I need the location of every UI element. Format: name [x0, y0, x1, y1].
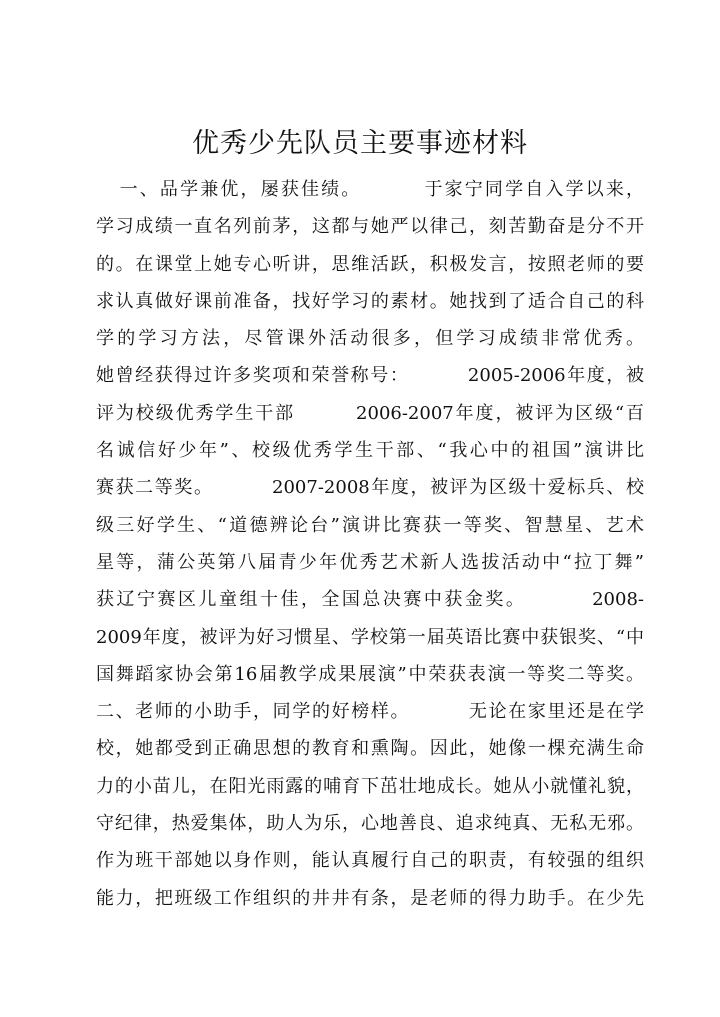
body-line: 评为校级优秀学生干部 2006-2007年度，被评为区级“百	[96, 402, 644, 424]
body-line: 级三好学生、“道德辨论台”演讲比赛获一等奖、智慧星、艺术	[96, 514, 644, 536]
body-line: 名诚信好少年”、校级优秀学生干部、“我心中的祖国”演讲比	[96, 440, 644, 462]
document-title: 优秀少先队员主要事迹材料	[192, 128, 528, 159]
body-line: 获辽宁赛区儿童组十佳，全国总决赛中获金奖。 2008-	[96, 589, 644, 611]
body-line: 她曾经获得过许多奖项和荣誉称号： 2005-2006年度，被	[96, 365, 644, 387]
body-line: 守纪律，热爱集体，助人为乐，心地善良、追求纯真、无私无邪。	[96, 813, 644, 835]
body-line: 星等，蒲公英第八届青少年优秀艺术新人选拔活动中“拉丁舞”	[96, 551, 644, 573]
body-line: 的。在课堂上她专心听讲，思维活跃，积极发言，按照老师的要	[96, 253, 644, 275]
body-line: 一、品学兼优，屡获佳绩。 于家宁同学自入学以来，	[96, 179, 644, 200]
document-body	[96, 171, 644, 917]
body-line: 国舞蹈家协会第16届教学成果展演”中荣获表演一等奖二等奖。	[96, 663, 644, 685]
body-line: 2009年度，被评为好习惯星、学校第一届英语比赛中获银奖、“中	[96, 626, 644, 648]
body-line: 二、老师的小助手，同学的好榜样。 无论在家里还是在学	[96, 701, 644, 723]
body-line: 力的小苗儿，在阳光雨露的哺育下茁壮地成长。她从小就懂礼貌，	[96, 775, 644, 797]
body-line: 学的学习方法，尽管课外活动很多，但学习成绩非常优秀。	[96, 328, 644, 350]
body-line: 作为班干部她以身作则，能认真履行自己的职责，有较强的组织	[96, 850, 644, 872]
body-line: 求认真做好课前准备，找好学习的素材。她找到了适合自己的科	[96, 290, 644, 312]
body-line: 赛获二等奖。 2007-2008年度，被评为区级十爱标兵、校	[96, 477, 644, 499]
body-line: 校，她都受到正确思想的教育和熏陶。因此，她像一棵充满生命	[96, 738, 644, 760]
body-line: 能力，把班级工作组织的井井有条，是老师的得力助手。在少先	[96, 887, 644, 909]
body-line: 学习成绩一直名列前茅，这都与她严以律己，刻苦勤奋是分不开	[96, 216, 644, 238]
